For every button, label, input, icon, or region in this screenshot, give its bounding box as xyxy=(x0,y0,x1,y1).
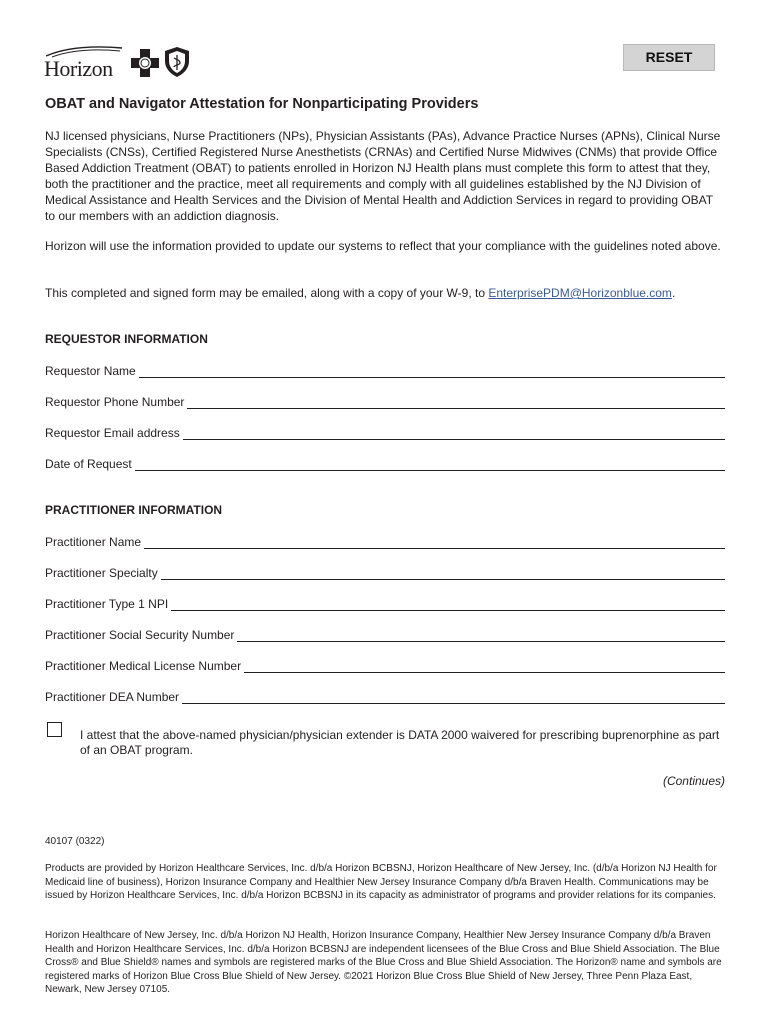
requestor-phone-label: Requestor Phone Number xyxy=(45,395,185,409)
requestor-email-label: Requestor Email address xyxy=(45,426,180,440)
practitioner-dea-label: Practitioner DEA Number xyxy=(45,690,180,704)
intro-paragraph-usage: Horizon will use the information provided to update our systems to reflect that your compliance with the guidelines noted above. xyxy=(45,239,721,253)
practitioner-specialty-field[interactable] xyxy=(45,564,725,580)
practitioner-section-heading: PRACTITIONER INFORMATION xyxy=(45,503,223,517)
requestor-name-field[interactable] xyxy=(45,362,725,378)
logo-wordmark: Horizon xyxy=(44,56,113,81)
attestation-text: I attest that the above-named physician/physician extender is DATA 2000 waivered for prescribing buprenorphine as part of an OBAT program. xyxy=(80,728,720,757)
requestor-email-field[interactable] xyxy=(45,424,725,440)
practitioner-dea-input[interactable] xyxy=(182,691,725,704)
horizon-logo xyxy=(44,44,190,80)
practitioner-name-field[interactable] xyxy=(45,533,725,549)
continues-note: (Continues) xyxy=(662,774,725,788)
requestor-section-heading: REQUESTOR INFORMATION xyxy=(45,332,208,346)
request-date-field[interactable] xyxy=(45,455,725,471)
practitioner-npi-input[interactable] xyxy=(171,598,725,611)
form-code: 40107 (0322) xyxy=(45,836,105,847)
practitioner-name-label: Practitioner Name xyxy=(45,535,142,549)
practitioner-ssn-input[interactable] xyxy=(237,629,725,642)
practitioner-license-input[interactable] xyxy=(244,660,725,673)
request-date-label: Date of Request xyxy=(45,457,132,471)
intro-paragraph-eligibility: NJ licensed physicians, Nurse Practitioners (NPs), Physician Assistants (PAs), Advance Practice Nurses (APNs), Clinical Nurse Specialists (CNSs), Certified Registered Nurse Anesthetists (CRNAs) and Certified Nurse Midwives (CNMs) that provide Office Based Addiction Treatment (OBAT) to patients enrolled in Horizon NJ Health plans must complete this form to attest that they, both the practitioner and the practice, meet all requirements and comply with all guidelines established by the NJ Division of Medical Assistance and Health Services and the Division of Mental Health and Addiction Services in regard to providing OBAT to our members with an addiction diagnosis. xyxy=(45,129,721,223)
footer-products-disclaimer: Products are provided by Horizon Healthcare Services, Inc. d/b/a Horizon BCBSNJ, Horizon Healthcare of New Jersey, Inc. (d/b/a Horizon NJ Health for Medicaid line of business), Horizon Insurance Company and Healthier New Jersey Insurance Company d/b/a Braven Health. Communications may be issued by Horizon Healthcare Services, Inc. d/b/a Horizon BCBSNJ in its capacity as administrator of programs and provider relations for its companies. xyxy=(45,863,717,901)
request-date-input[interactable] xyxy=(135,458,725,471)
form-title: OBAT and Navigator Attestation for Nonparticipating Providers xyxy=(45,96,479,112)
blue-cross-icon xyxy=(130,48,160,78)
practitioner-specialty-label: Practitioner Specialty xyxy=(45,566,158,580)
practitioner-dea-field[interactable] xyxy=(45,688,725,704)
practitioner-license-field[interactable] xyxy=(45,657,725,673)
practitioner-specialty-input[interactable] xyxy=(161,567,725,580)
practitioner-name-input[interactable] xyxy=(144,536,725,549)
requestor-name-input[interactable] xyxy=(139,365,725,378)
requestor-phone-field[interactable] xyxy=(45,393,725,409)
reset-button[interactable]: RESET xyxy=(623,44,715,71)
intro-paragraph-submission xyxy=(45,285,725,301)
requestor-phone-input[interactable] xyxy=(187,396,725,409)
practitioner-ssn-label: Practitioner Social Security Number xyxy=(45,628,235,642)
practitioner-ssn-field[interactable] xyxy=(45,626,725,642)
practitioner-npi-field[interactable] xyxy=(45,595,725,611)
footer-licensee-disclaimer: Horizon Healthcare of New Jersey, Inc. d/b/a Horizon NJ Health, Horizon Insurance Company, Healthier New Jersey Insurance Company d/b/a Braven Health and Horizon Healthcare Services, Inc. d/b/a Horizon BCBSNJ are independent licensees of the Blue Cross and Blue Shield Association. The Blue Cross® and Blue Shield® names and symbols are registered marks of the Blue Cross and Blue Shield Association. The Horizon® name and symbols are registered marks of Horizon Blue Cross Blue Shield of New Jersey. ©2021 Horizon Blue Cross Blue Shield of New Jersey, Three Penn Plaza East, Newark, New Jersey 07105. xyxy=(45,930,722,995)
practitioner-license-label: Practitioner Medical License Number xyxy=(45,659,242,673)
practitioner-npi-label: Practitioner Type 1 NPI xyxy=(45,597,169,611)
requestor-name-label: Requestor Name xyxy=(45,364,136,378)
requestor-email-input[interactable] xyxy=(183,427,725,440)
blue-shield-icon xyxy=(164,46,190,78)
submission-period: . xyxy=(671,286,676,300)
attestation-checkbox[interactable] xyxy=(47,722,62,737)
submission-text: This completed and signed form may be emailed, along with a copy of your W-9, to xyxy=(45,286,489,300)
email-link[interactable]: EnterprisePDM@Horizonblue.com xyxy=(488,286,672,300)
